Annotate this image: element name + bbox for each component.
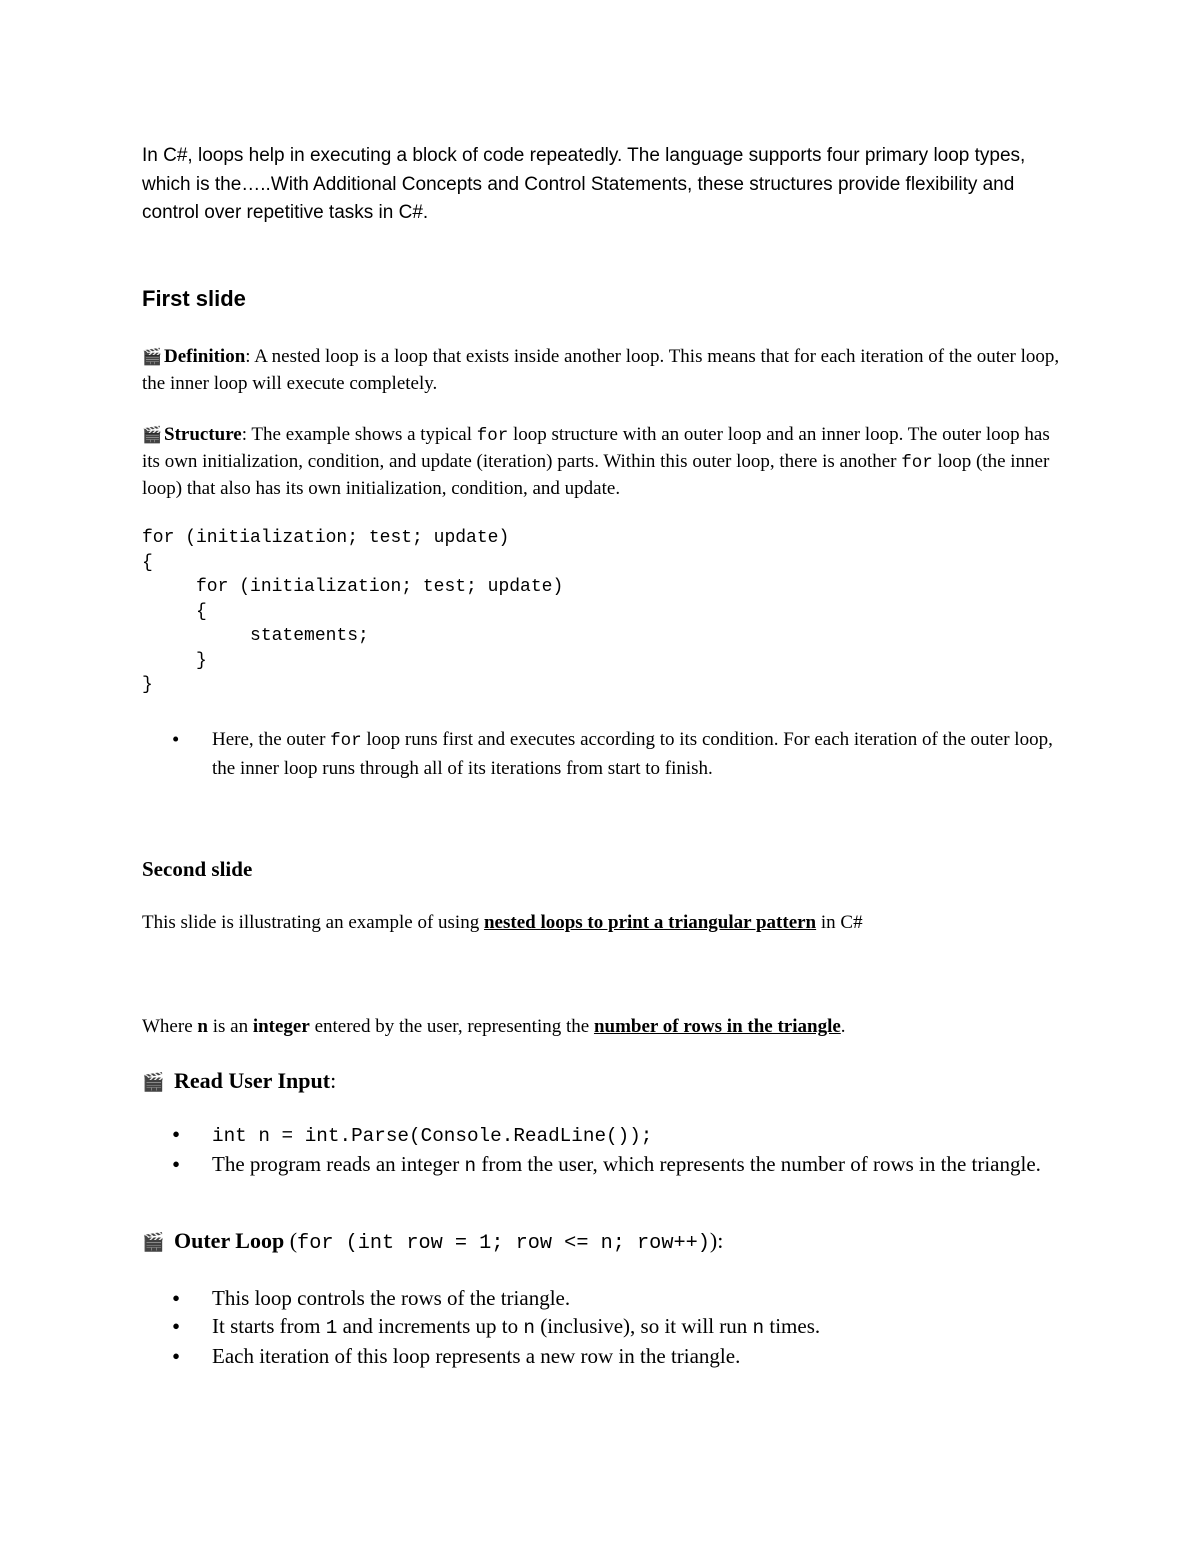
structure-term: Structure [164, 424, 242, 445]
inline-code: 1 [325, 1317, 338, 1339]
structure-text: loop (the inner loop) that also has its own initialization, condition, and update. [142, 451, 1050, 499]
heading-suffix: : [330, 1068, 337, 1093]
inline-code: n [752, 1317, 765, 1339]
heading-text: ( [284, 1228, 298, 1253]
list-item: • This loop controls the rows of the triangle. [172, 1284, 1072, 1312]
second-slide-heading: Second slide [142, 857, 253, 881]
outer-loop-heading [142, 1228, 1062, 1255]
inline-code: for (int row = 1; row <= n; row++) [297, 1232, 710, 1255]
bullet-text: The program reads an integer [212, 1152, 465, 1176]
read-input-bullets [172, 1120, 1072, 1180]
structure-paragraph [142, 422, 1062, 502]
bullet-text: from the user, which represents the number of rows in the triangle. [476, 1152, 1041, 1176]
outer-loop-bullets [172, 1284, 1072, 1370]
list-item [172, 1120, 1072, 1150]
structure-text: : The example shows a typical [241, 424, 477, 445]
read-input-term: Read User Input [174, 1068, 331, 1093]
variable-n: n [197, 1016, 208, 1037]
paragraph-text: This slide is illustrating an example of using [142, 912, 484, 933]
first-slide-heading: First slide [142, 286, 246, 311]
emphasis-text: number of rows in the triangle [593, 1016, 841, 1037]
read-input-heading [142, 1068, 1062, 1094]
integer-term: integer [252, 1016, 310, 1037]
intro-paragraph: In C#, loops help in executing a block of code repeatedly. The language supports four primary loop types, which is the…..With Additional Concepts and Control Statements, these structures provide flexibility and control over repetitive tasks in C#. [142, 145, 1026, 223]
where-paragraph [142, 1016, 1062, 1038]
inline-code: int n = int.Parse(Console.ReadLine()); [212, 1125, 653, 1147]
definition-text: : A nested loop is a loop that exists inside another loop. This means that for each iteration of the outer loop, the inner loop will execute completely. [142, 346, 1060, 394]
clapperboard-icon: 🎬 [142, 427, 162, 444]
bullet-text: (inclusive), so it will run [534, 1314, 753, 1338]
list-item [172, 726, 1072, 782]
paragraph-text: Where [142, 1016, 198, 1037]
bullet-text: It starts from [212, 1314, 326, 1338]
list-item: • Each iteration of this loop represents a new row in the triangle. [172, 1342, 1072, 1370]
bullet-text: times. [764, 1314, 821, 1338]
inline-code: for [901, 453, 933, 473]
bullet-text: and increments up to [337, 1314, 524, 1338]
definition-paragraph [142, 344, 1062, 397]
clapperboard-icon: 🎬 [142, 1072, 165, 1092]
heading-text: ): [709, 1228, 724, 1253]
inline-code: n [523, 1317, 535, 1339]
emphasis-text: nested loops to print a triangular pattern [483, 912, 817, 933]
paragraph-text: in C# [816, 912, 863, 933]
inline-code: for [330, 731, 362, 751]
clapperboard-icon: 🎬 [142, 349, 162, 366]
paragraph-text: . [840, 1016, 846, 1037]
first-slide-bullets [172, 726, 1072, 782]
bullet-text: Here, the outer [212, 729, 331, 750]
paragraph-text: is an [207, 1016, 253, 1037]
structure-text: loop structure with an outer loop and an inner loop. The outer loop has its own initialization, condition, and update (iteration) parts. Within this outer loop, there is another [142, 424, 1050, 472]
clapperboard-icon: 🎬 [142, 1232, 165, 1252]
definition-term: Definition [164, 346, 246, 367]
bullet-text: loop runs first and executes according to its condition. For each iteration of the outer loop, the inner loop runs through all of its iterations from start to finish. [212, 729, 1053, 779]
outer-loop-term: Outer Loop [174, 1228, 285, 1253]
inline-code: n [464, 1155, 477, 1177]
list-item [172, 1312, 1072, 1342]
inline-code: for [476, 426, 509, 446]
code-block: for (initialization; test; update) { for (initialization; test; update) { statements; } } [142, 528, 564, 695]
paragraph-text: entered by the user, representing the [309, 1016, 594, 1037]
illustrating-paragraph [142, 912, 1062, 934]
list-item [172, 1150, 1072, 1180]
